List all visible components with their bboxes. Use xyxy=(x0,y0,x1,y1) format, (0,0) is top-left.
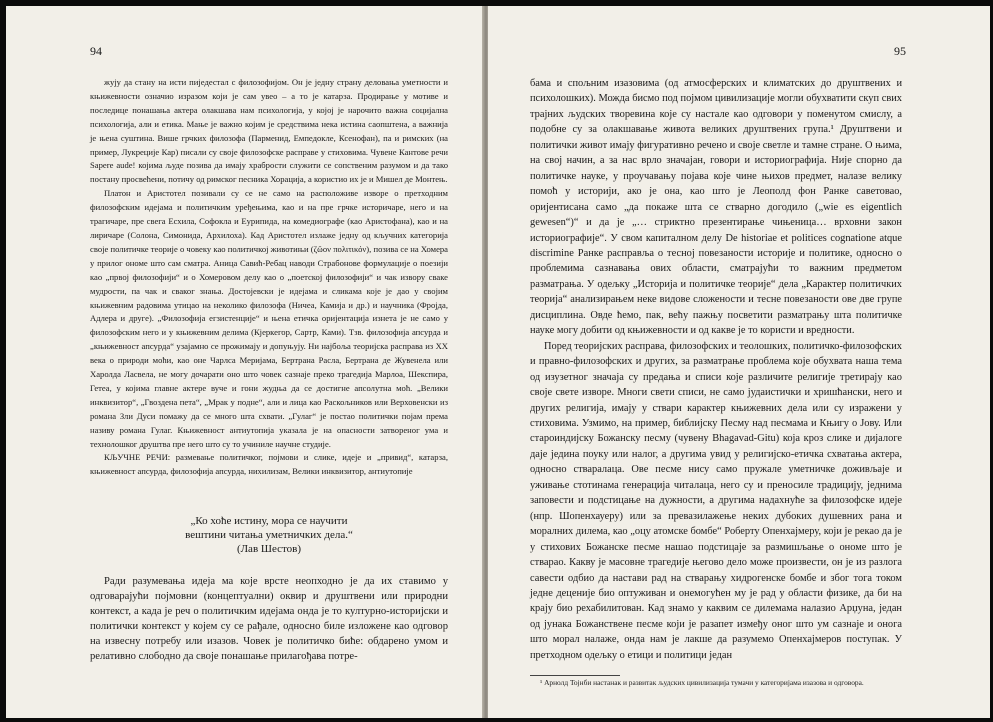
text-column xyxy=(90,76,448,479)
page-number: 94 xyxy=(90,44,102,58)
paragraph: Ради разумевања идеја ма које врсте неопходно је да их ставимо у одговарајући појмовни (концептуални) оквир и друштвени или природни контекст, а када је реч о политичким идејама онда је то културно-историјски и политички контекст у којем су се рађале, односно биле изложене као одговор на извесну потребу или изазов. Човек је политичко биће: обдарено умом и релативно слободно да своје понашање прилагођава потре- xyxy=(90,576,448,663)
epigraph-line: „Ко хоће истину, мора се научити xyxy=(190,515,348,527)
footnote: ¹ Арнолд Тојнби настанак и развитак људских цивилизација тумачи у категоријама изазова и одговора. xyxy=(540,678,864,687)
paragraph: Поред теоријских расправа, филозофских и теолошких, политичко-филозофских и правно-филозофских и других, за разматрање проблема које обухвата наша тема од изузетног значаја су предања и списи које различите религије третирају као своје свете изворе. Многи свети списи, не само јудаистички и хришћански, него и других религија, имају у ствари карактер књижевних дела или су изражени у стиховима. Узмимо, на пример, библијску Песму над песмама и Књигу о Јову. Или староиндијску Божанску песму (чувену Bhagavad-Gitu) која кроз слике и дијалоге даје једина поуку или налог, а другима увид у религијско-етичка схватања актера, односно стваралаца. Ове песме нису само пружале уметничке доживљаје и уживање стотинама генерација читалаца, него су и преносиле традицију, једнима заповести и подстицање на дужности, а другима надахнуће за филозофске идеје (нпр. Шопенхауеру) или за превазилажење неких дубоких душевних рана и моралних дилема, као „оцу атомске бомбе“ Роберту Опенхајмеру, који је рекао да је у стихових Божанске песме нашао подстицаје за размишљање о ономе што је стварао. Какву је масовне трагедије његово дело може произвести, он је из разлога савести одбио да настави рад на стварању хидрогенске бомбе и због тога током једне деценије био оптуживан и онемогућен му је рад у области физике, да би на крају био рехабилитован. Кад знамо у каквим се дилемама налазио Арџуна, један од јунака Божанствене песме који је разапет између оног што ум сазнаје и онога што морал налаже, онда нам је лакше да разумемо Опенхајмеров поступак. У претходном одељку о етици и политици један xyxy=(530,340,902,661)
right-page xyxy=(488,6,990,718)
left-page xyxy=(6,6,484,718)
paragraph: жују да стану на исти пиједестал с филозофијом. Он је једну страну деловања уметности и књижевности означио изразом који је сам увео – а то је катарза. Продирање у мотиве и последице понашања актера олакшава нам психологија, у којој је нарочито важна социјална психологија, али и етика. Мање је важно којим је средствима нека истина саопштена, а важнија је њена суштина. Више грчких филозофа (Парменид, Емпедокле, Ксенофан), па и римских (на пример, Лукреције Кар) писали су своје филозофске расправе у стиховима. Чувене Кантове речи Sapere aude! којима људе позива да имају храбрости служити се сопственим разумом и да тако постану просвећени, потичу од римског песника Хорација, а користио их је и Мишел де Монтењ. xyxy=(90,77,448,185)
epigraph xyxy=(90,514,448,556)
page-number: 95 xyxy=(894,44,906,58)
epigraph-line: вештини читања уметничких дела.“ xyxy=(185,529,353,541)
footnote-rule xyxy=(530,675,620,676)
paragraph: бама и спољним изазовима (од атмосферских и климатских до друштвених и психолошких). Можда бисмо под појмом цивилизације могли обухватити скуп свих трајних људских творевина које су настале као одговори у поменутом смислу, а подобне су за олакшавање живота великих друштвених група.¹ Друштвени и политички живот имају фигуративно речено и своје светле и тамне стране. О њима, на свој начин, а за нас врло значајан, говори и историографија. Није спорно да политичке науке, у проучавању појава које чине њихов предмет, налазе велику помоћ у историји, ако је она, као што је Леополд фон Ранке саветовао, оријентисана само „да покаже шта се стварно догодило („wie es eigentlich gewesen“)“ и да је „… стриктно презентирање чињеница… врховни закон историографије“. У свом капиталном делу De historiae et politices cognatione atque discrimine Ранке расправља о тесној повезаности историје и политике, односно о проблемима сазнавања ових области, сматрајући то важним предметом разматрања. У одељку „Историја и политичке теорије“ дела „Карактер политичких теорија“ анализирањем неке видове сложености и тесне повезаности ове две групе дисциплина. Овде ћемо, пак, већу пажњу посветити разматрању шта политичке науке могу добити од књижевности и од какве је то користи и вредности. xyxy=(530,78,902,337)
text-column xyxy=(90,574,448,665)
paragraph: Платон и Аристотел позивали су се не само на расположиве изворе о претходним филозофским идејама и политичким уређењима, као и на пре грчке историчаре, него и на трагичаре, пре свега Есхила, Софокла и Еурипида, на комедиографе (као Аристофана), као и на лиричаре (Солона, Симонида, Архилоха). Кад Аристотел излаже једну од кључних категорија своје политичке теорије о човеку као политичкој животињи (ζῶον πολιτικόν), позива се на Хомера у прилог ономе што сам сматра. Аница Савић-Ребац наводи Страбонове формулације о поезији као „првој филозофији“ и о Хомеровом делу као о „поетској филозофији“ и чак извору сваке мудрости, па чак и сваког знања. Достојевски је идејама и сликама које је дао у својим књижевним радовима утицао на неколико филозофа (Ничеа, Камија и др.) и научника (Фројда, Адлера и друге). „Филозофија егзистенције“ и њена етичка оријентација изнета је не само у филозофским него и у књижевним делима (Кјеркегор, Сартр, Ками). Тзв. филозофија апсурда и „књижевност апсурда“ узајамно се прожимају и допуњују. Ни најбоља теоријска расправа из XX века о природи моћи, као оне Чарлса Меријама, Бертрана Расла, Бертрана де Жувенела или Харолда Ласвела, не могу дочарати оно што човек сазнаје преко трагедија Марлоа, Шекспира, Гетеа, у којима главне актере вуче и гони жудња да се достигне апсолутна моћ. „Велики инквизитор“, „Гвоздена пета“, „Мрак у подне“, али и лица као Раскољников или Верховенски из романа Зли Дуси помажу да се много шта схвати. „Гулаг“ је постао политички појам према називу романа Гулаг. Књижевност антиутопија указала је на опасности затвореног ума и технолошког друштва пре него што су то учиниле научне студије. xyxy=(90,188,448,449)
text-column xyxy=(530,76,902,663)
keywords-paragraph: КЉУЧНЕ РЕЧИ: размевање политичког, појмови и слике, идеје и „привид“, катарза, књижевност апсурда, филозофија апсурда, нихилизам, Велики инквизитор, антиутопије xyxy=(90,452,448,477)
epigraph-author: (Лав Шестов) xyxy=(236,543,302,555)
